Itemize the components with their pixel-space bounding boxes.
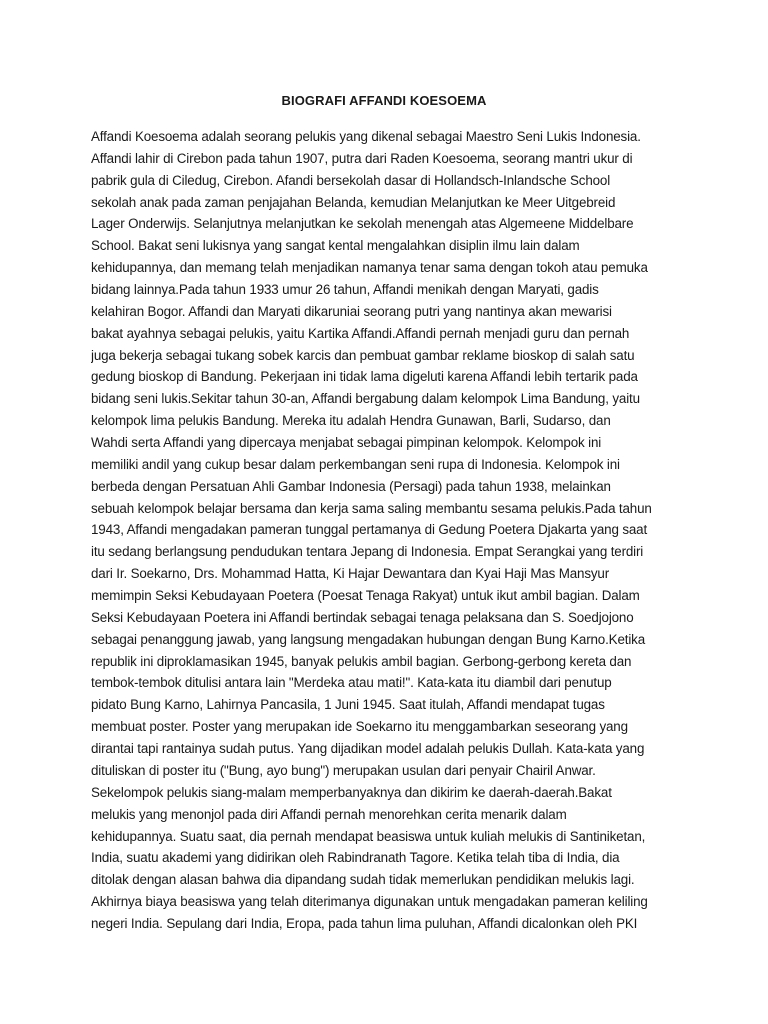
body-text-line: negeri India. Sepulang dari India, Eropa, pada tahun lima puluhan, Affandi dicalonkan oleh PKI xyxy=(91,915,638,931)
body-text-line: Akhirnya biaya beasiswa yang telah diterimanya digunakan untuk mengadakan pameran keliling xyxy=(91,894,648,910)
body-text-line: Lager Onderwijs. Selanjutnya melanjutkan ke sekolah menengah atas Algemeene Middelbare xyxy=(91,216,634,232)
body-text-line: Seksi Kebudayaan Poetera ini Affandi bertindak sebagai tenaga pelaksana dan S. Soedjojono xyxy=(91,609,634,625)
body-text-line: republik ini diproklamasikan 1945, banyak pelukis ambil bagian. Gerbong-gerbong kereta dan xyxy=(91,653,632,669)
body-text-line: kehidupannya, dan memang telah menjadikan namanya tenar sama dengan tokoh atau pemuka xyxy=(91,260,648,276)
body-text-line: melukis yang menonjol pada diri Affandi pernah menorehkan cerita menarik dalam xyxy=(91,806,567,822)
body-text-line: Wahdi serta Affandi yang dipercaya menjabat sebagai pimpinan kelompok. Kelompok ini xyxy=(91,435,602,451)
body-text-line: bidang seni lukis.Sekitar tahun 30-an, Affandi bergabung dalam kelompok Lima Bandung, yaitu xyxy=(91,391,640,407)
body-text-line: Affandi lahir di Cirebon pada tahun 1907, putra dari Raden Koesoema, seorang mantri ukur di xyxy=(91,150,633,166)
body-text-line: kelompok lima pelukis Bandung. Mereka itu adalah Hendra Gunawan, Barli, Sudarso, dan xyxy=(91,413,611,429)
body-text-line: dirantai tapi rantainya sudah putus. Yang dijadikan model adalah pelukis Dullah. Kata-kata yang xyxy=(91,741,645,757)
body-text-line: Sekelompok pelukis siang-malam memperbanyaknya dan dikirim ke daerah-daerah.Bakat xyxy=(91,784,612,800)
body-text-line: tembok-tembok ditulisi antara lain "Merdeka atau mati!". Kata-kata itu diambil dari penutup xyxy=(91,675,612,691)
body-text-line: sebuah kelompok belajar bersama dan kerja sama saling membantu sesama pelukis.Pada tahun xyxy=(91,500,652,516)
body-text-line: itu sedang berlangsung pendudukan tentara Jepang di Indonesia. Empat Serangkai yang terdiri xyxy=(91,544,644,560)
body-text-line: membuat poster. Poster yang merupakan ide Soekarno itu menggambarkan seseorang yang xyxy=(91,719,628,735)
body-text-line: juga bekerja sebagai tukang sobek karcis dan pembuat gambar reklame bioskop di salah satu xyxy=(91,347,635,363)
body-text-line: dituliskan di poster itu ("Bung, ayo bung") merupakan usulan dari penyair Chairil Anwar. xyxy=(91,762,596,778)
body-text-line: ditolak dengan alasan bahwa dia dipandang sudah tidak memerlukan pendidikan melukis lagi. xyxy=(91,872,635,888)
body-text-line: Affandi Koesoema adalah seorang pelukis yang dikenal sebagai Maestro Seni Lukis Indonesia. xyxy=(91,129,641,144)
document-title: BIOGRAFI AFFANDI KOESOEMA xyxy=(281,93,487,108)
body-text-line: kelahiran Bogor. Affandi dan Maryati dikaruniai seorang putri yang nantinya akan mewarisi xyxy=(91,303,612,319)
body-text-line: 1943, Affandi mengadakan pameran tunggal pertamanya di Gedung Poetera Djakarta yang saat xyxy=(91,522,648,538)
body-text-line: kehidupannya. Suatu saat, dia pernah mendapat beasiswa untuk kuliah melukis di Santiniketan, xyxy=(91,828,646,844)
body-text-line: sebagai penanggung jawab, yang langsung mengadakan hubungan dengan Bung Karno.Ketika xyxy=(91,631,645,647)
document-body xyxy=(91,126,691,935)
body-text-line: berbeda dengan Persatuan Ahli Gambar Indonesia (Persagi) pada tahun 1938, melainkan xyxy=(91,478,611,494)
body-text-line: dari Ir. Soekarno, Drs. Mohammad Hatta, Ki Hajar Dewantara dan Kyai Haji Mas Mansyur xyxy=(91,566,610,582)
body-text-line: bakat ayahnya sebagai pelukis, yaitu Kartika Affandi.Affandi pernah menjadi guru dan pernah xyxy=(91,325,630,341)
body-text-line: India, suatu akademi yang didirikan oleh Rabindranath Tagore. Ketika telah tiba di India, dia xyxy=(91,850,620,866)
body-text-line: pabrik gula di Ciledug, Cirebon. Afandi bersekolah dasar di Hollandsch-Inlandsche School xyxy=(91,172,611,188)
body-text-line: memimpin Seksi Kebudayaan Poetera (Poesat Tenaga Rakyat) untuk ikut ambil bagian. Dalam xyxy=(91,588,640,604)
body-text-line: gedung bioskop di Bandung. Pekerjaan ini tidak lama digeluti karena Affandi lebih tertarik pada xyxy=(91,369,638,385)
body-text-line: pidato Bung Karno, Lahirnya Pancasila, 1 Juni 1945. Saat itulah, Affandi mendapat tugas xyxy=(91,697,605,713)
body-text-line: bidang lainnya.Pada tahun 1933 umur 26 tahun, Affandi menikah dengan Maryati, gadis xyxy=(91,282,599,298)
body-text-line: School. Bakat seni lukisnya yang sangat kental mengalahkan disiplin ilmu lain dalam xyxy=(91,238,580,254)
body-text-line: memiliki andil yang cukup besar dalam perkembangan seni rupa di Indonesia. Kelompok ini xyxy=(91,456,620,472)
body-text-line: sekolah anak pada zaman penjajahan Belanda, kemudian Melanjutkan ke Meer Uitgebreid xyxy=(91,194,616,210)
